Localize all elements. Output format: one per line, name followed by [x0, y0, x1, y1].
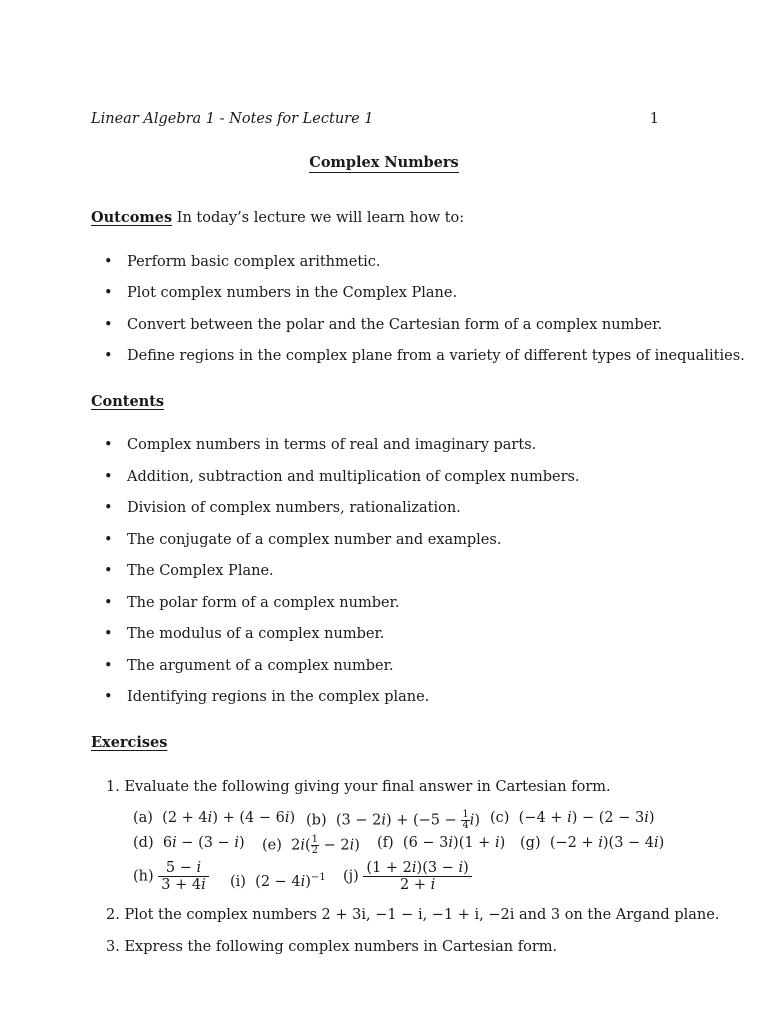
exercise-part-e: (e) 2i( $\frac{1}{2}$ − 2i): [262, 834, 360, 856]
doc-title: Complex Numbers: [309, 154, 459, 171]
exercise-part-c: (c) (−4 + i) − (2 − 3i): [490, 810, 655, 826]
list-item: • Define regions in the complex plane from a variety of different types of inequalities.: [108, 348, 745, 364]
list-item: • Plot complex numbers in the Complex Plane.: [108, 285, 457, 301]
exercises-heading: Exercises: [91, 734, 168, 751]
list-item: • The argument of a complex number.: [108, 658, 394, 674]
exercise-part-j: (j) $\frac{(1 + 2i)(3 - i)}{2 + i}$: [343, 860, 472, 893]
list-item: • The polar form of a complex number.: [108, 595, 400, 611]
list-item: • Division of complex numbers, rationalization.: [108, 500, 461, 516]
page-header: [91, 111, 659, 127]
exercise-part-b: (b) (3 − 2i) + (−5 − $\frac{1}{4}$ i): [306, 809, 481, 831]
exercise-item: 3. Express the following complex numbers in Cartesian form.: [106, 939, 558, 955]
list-item: • The modulus of a complex number.: [108, 626, 384, 642]
list-item: • The Complex Plane.: [108, 563, 274, 579]
exercise-part-a: (a) (2 + 4i) + (4 − 6i): [133, 810, 296, 826]
page-number: 1: [649, 111, 659, 127]
contents-heading: Contents: [91, 393, 165, 410]
list-item: • The conjugate of a complex number and examples.: [108, 532, 501, 548]
list-item: • Convert between the polar and the Cartesian form of a complex number.: [108, 317, 662, 333]
outcomes-heading: Outcomes: [91, 209, 173, 226]
exercise-item: 1. Evaluate the following giving your final answer in Cartesian form.: [106, 779, 611, 795]
exercise-part-g: (g) (−2 + i)(3 − 4i): [520, 835, 665, 851]
list-item: • Perform basic complex arithmetic.: [108, 254, 381, 270]
header-title: Linear Algebra 1 - Notes for Lecture 1: [91, 111, 374, 127]
list-item: • Identifying regions in the complex plane.: [108, 689, 429, 705]
doc-title-wrap: [0, 154, 768, 171]
outcomes-intro: In today’s lecture we will learn how to:: [172, 210, 465, 226]
list-item: • Complex numbers in terms of real and imaginary parts.: [108, 437, 536, 453]
exercises-line: [91, 734, 167, 751]
contents-line: [91, 393, 164, 410]
exercise-part-h: (h) $\frac{5 - i}{3 + 4i}$: [133, 860, 209, 893]
exercise-part-d: (d) 6i − (3 − i): [133, 835, 245, 851]
exercise-part-f: (f) (6 − 3i)(1 + i): [377, 835, 506, 851]
list-item: • Addition, subtraction and multiplication of complex numbers.: [108, 469, 580, 485]
exercise-part-i: (i) $(2 - 4i)^{-1}$: [230, 872, 326, 890]
exercise-item: 2. Plot the complex numbers 2 + 3i, −1 − i, −1 + i, −2i and 3 on the Argand plane.: [106, 907, 720, 923]
outcomes-line: [91, 209, 464, 226]
